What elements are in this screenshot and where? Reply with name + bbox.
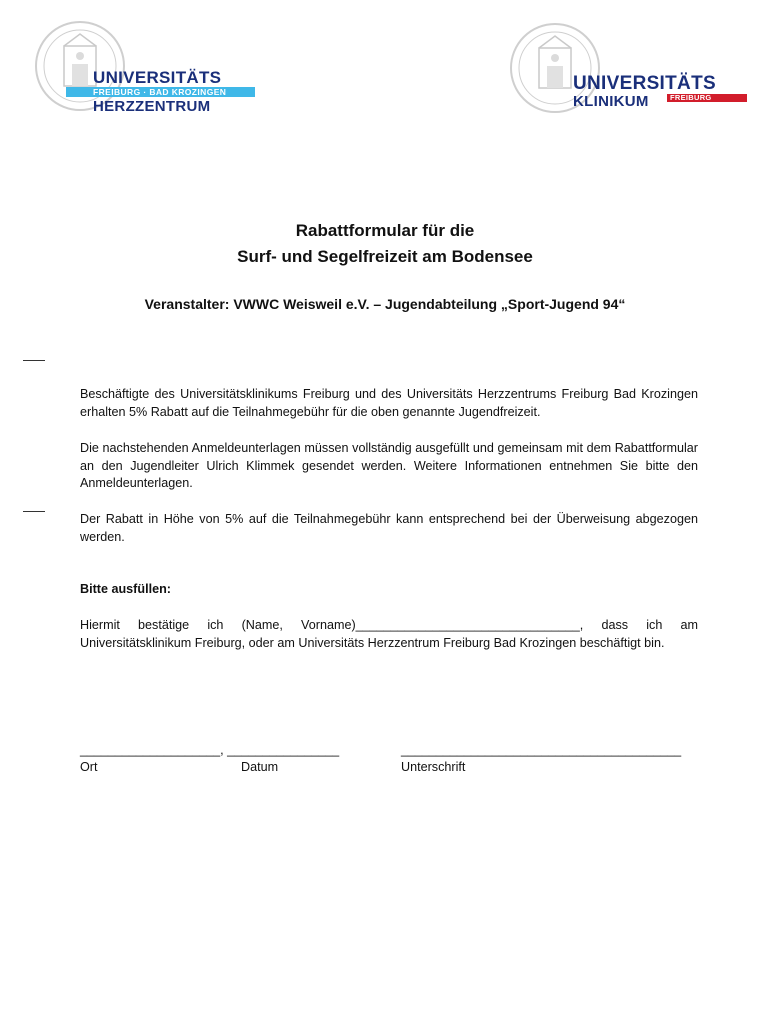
fold-mark-top	[23, 360, 45, 361]
signature-label: Unterschrift	[401, 760, 466, 774]
left-logo-location: FREIBURG · BAD KROZINGEN	[93, 87, 227, 97]
fold-mark-bottom	[23, 511, 45, 512]
employment-confirmation-text[interactable]: Hiermit bestätige ich (Name, Vorname)________________________________, dass ich am Universitätsklinikum Freiburg, oder am Universitäts Herzzentrum Freiburg Bad Krozingen beschäftigt bin.	[80, 618, 698, 650]
paragraph-registration-instructions: Die nachstehenden Anmeldeunterlagen müssen vollständig ausgefüllt und gemeinsam mit dem Rabattformular an den Jugendleiter Ulrich Klimmek gesendet werden. Weitere Informationen entnehmen Sie bitte den Anmeldeunterlagen.	[80, 441, 698, 490]
right-logo-universitaets: UNIVERSITÄTS	[573, 73, 716, 94]
document-title-line1: Rabattformular für die	[295, 221, 475, 240]
organizer-line: Veranstalter: VWWC Weisweil e.V. – Jugendabteilung „Sport-Jugend 94“	[144, 296, 626, 312]
right-logo-klinikum: KLINIKUM	[573, 93, 649, 110]
paragraph-discount-deduction: Der Rabatt in Höhe von 5% auf die Teilnahmegebühr kann entsprechend bei der Überweisung abgezogen werden.	[80, 512, 698, 544]
left-logo-herzzentrum: HERZZENTRUM	[93, 98, 211, 115]
place-date-line[interactable]: ____________________, ________________	[80, 743, 340, 757]
left-logo-universitaets: UNIVERSITÄTS	[93, 68, 222, 87]
document-title-line2: Surf- und Segelfreizeit am Bodensee	[237, 247, 533, 266]
place-label: Ort	[80, 760, 98, 774]
fill-in-heading: Bitte ausfüllen:	[80, 582, 171, 596]
right-logo-freiburg: FREIBURG	[670, 93, 712, 102]
paragraph-discount-eligibility: Beschäftigte des Universitätsklinikums Freiburg und des Universitäts Herzzentrums Freiburg Bad Krozingen erhalten 5% Rabatt auf die Teilnahmegebühr für die oben genannte Jugendfreizeit.	[80, 387, 698, 419]
date-label: Datum	[241, 760, 279, 774]
signature-line[interactable]: ________________________________________	[401, 743, 682, 757]
